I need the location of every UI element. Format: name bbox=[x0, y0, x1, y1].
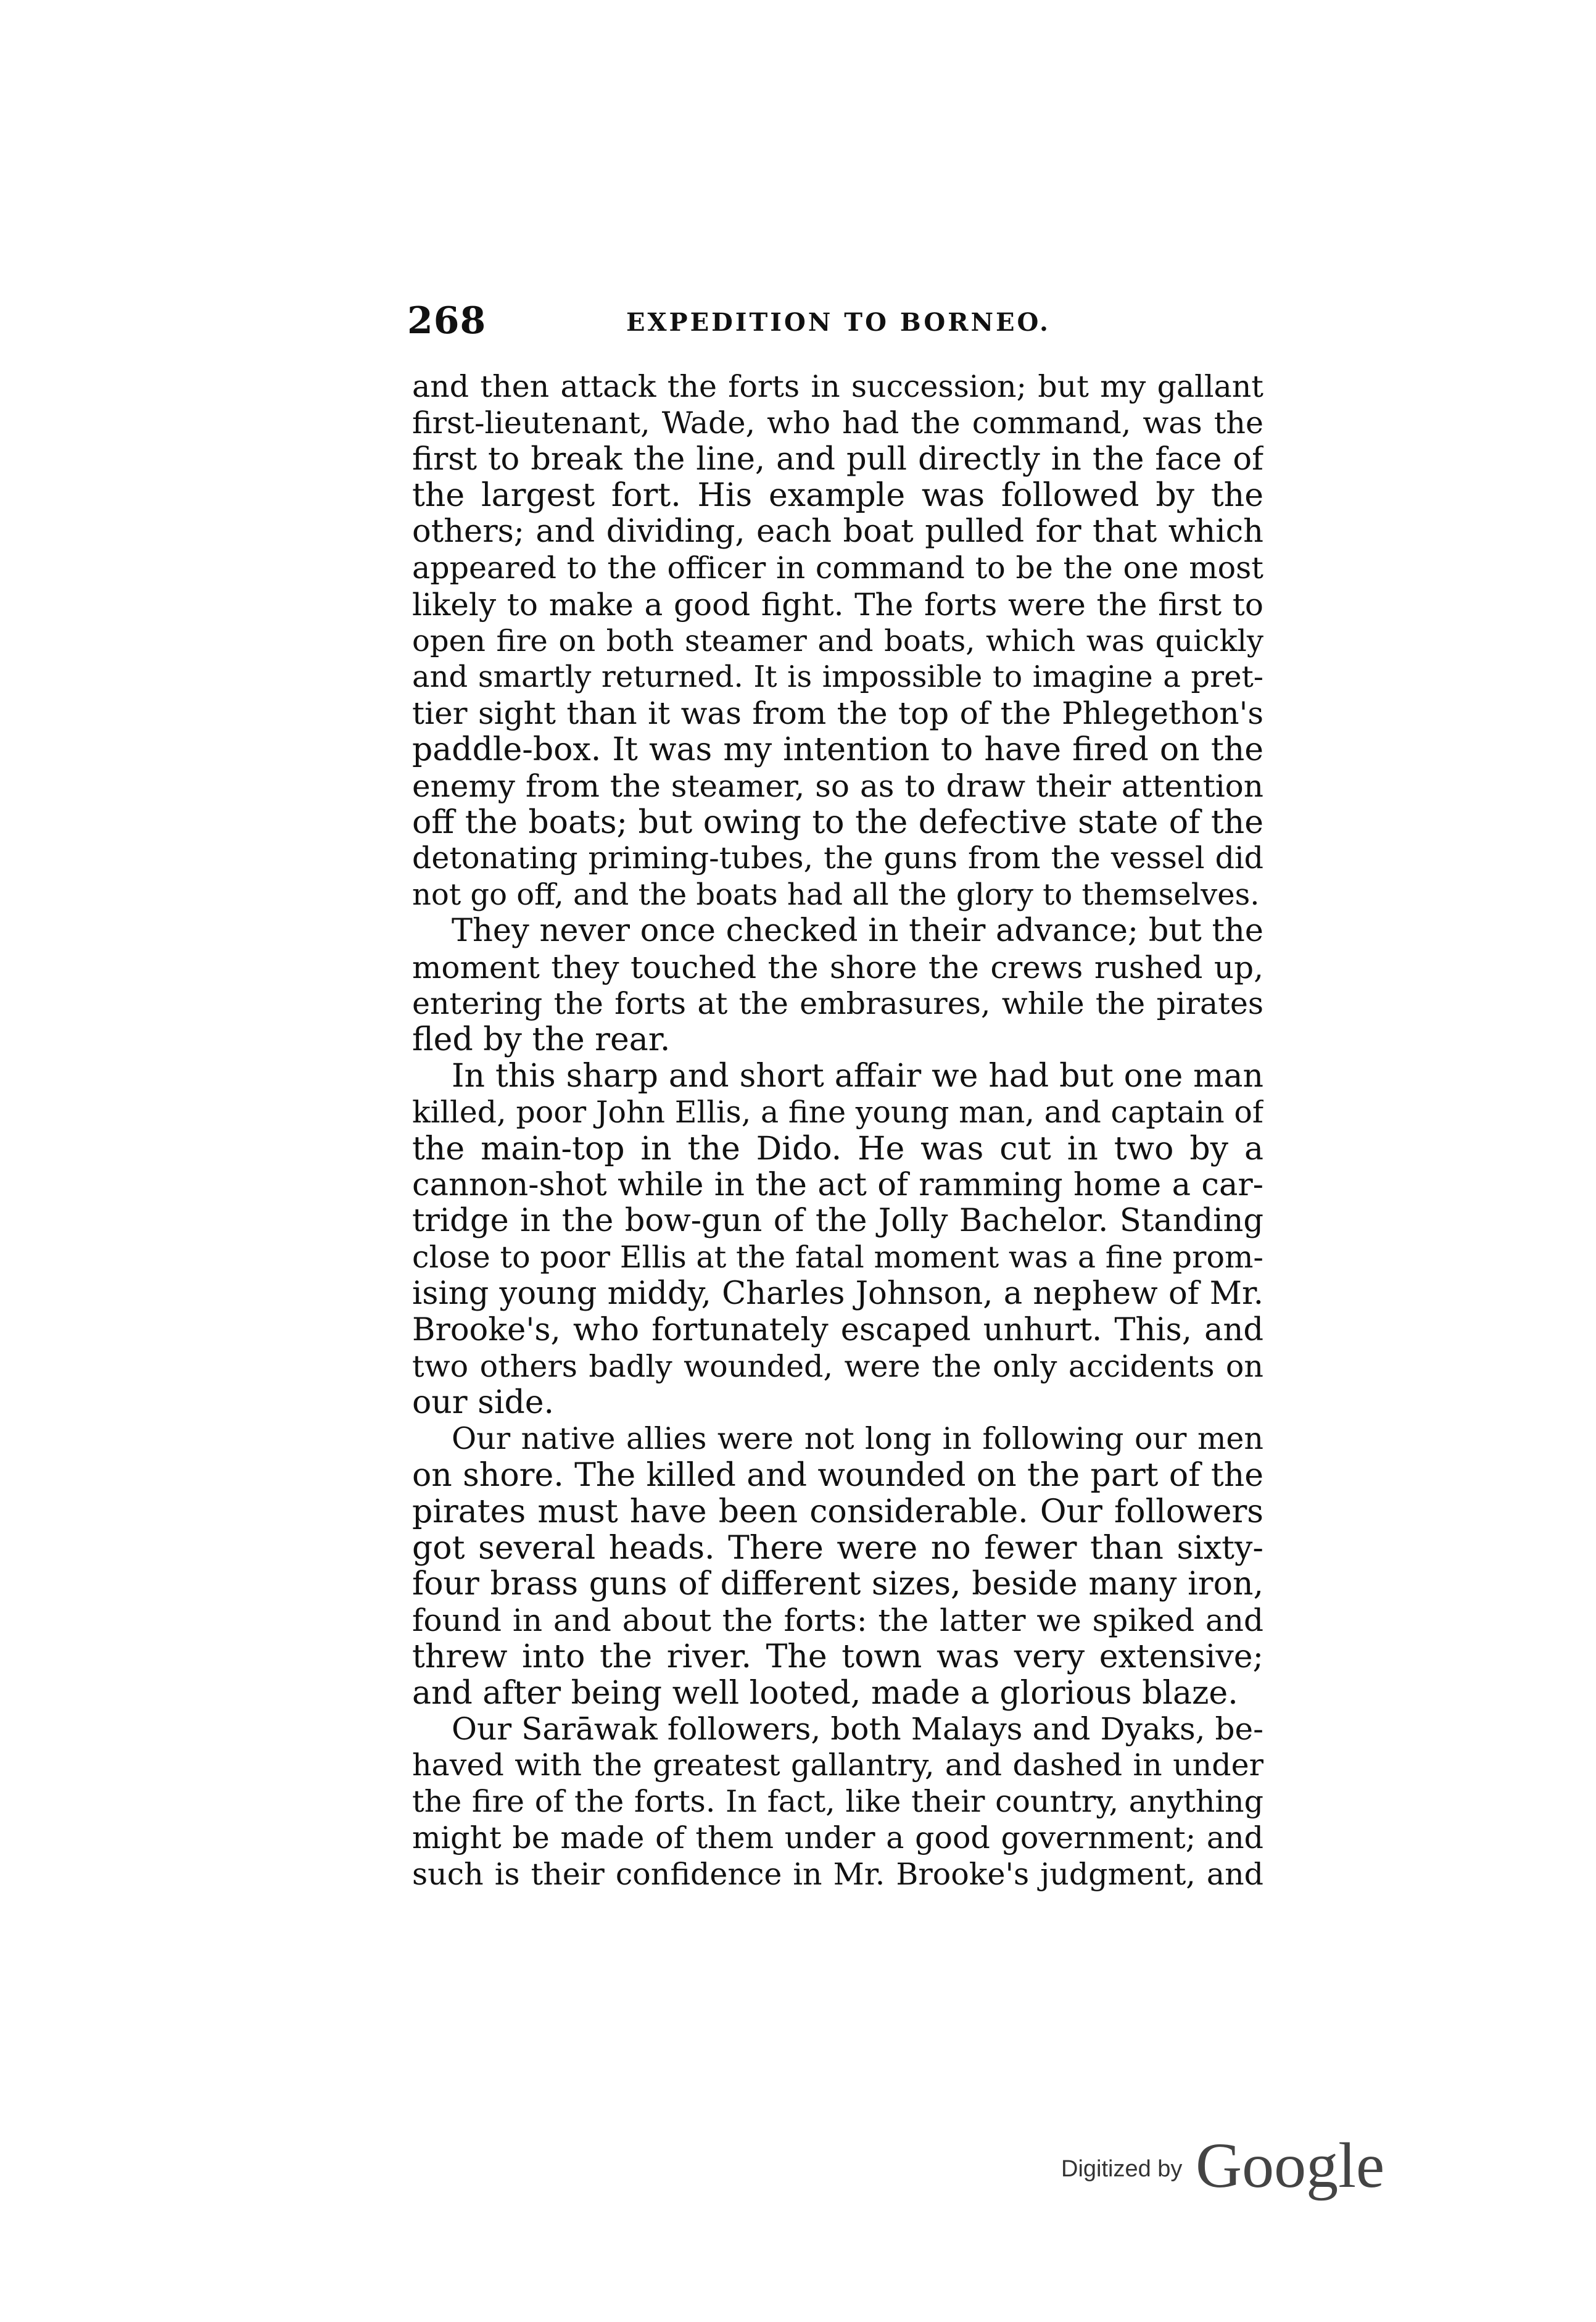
text-line: In this sharp and short affair we had but one man bbox=[452, 1058, 1263, 1095]
text-line: two others badly wounded, were the only accidents on bbox=[412, 1348, 1263, 1384]
text-line: our side. bbox=[412, 1385, 555, 1422]
text-line: got several heads. There were no fewer than sixty- bbox=[412, 1530, 1263, 1567]
text-line: on shore. The killed and wounded on the part of the bbox=[412, 1457, 1263, 1494]
text-line: such is their confidence in Mr. Brooke's judgment, and bbox=[412, 1856, 1263, 1892]
body-text bbox=[412, 369, 1263, 1893]
text-line: and after being well looted, made a glorious blaze. bbox=[412, 1675, 1238, 1712]
text-line: might be made of them under a good government; and bbox=[412, 1820, 1263, 1856]
text-line: first to break the line, and pull directly in the face of bbox=[412, 441, 1263, 478]
text-line: pirates must have been considerable. Our followers bbox=[412, 1493, 1263, 1530]
text-line: cannon-shot while in the act of ramming home a car- bbox=[412, 1167, 1263, 1203]
text-line: entering the forts at the embrasures, while the pirates bbox=[412, 985, 1263, 1021]
text-line: likely to make a good fight. The forts were the first to bbox=[412, 586, 1263, 623]
text-line: and then attack the forts in succession; but my gallant bbox=[412, 369, 1263, 404]
text-line: tridge in the bow-gun of the Jolly Bachelor. Standing bbox=[412, 1203, 1263, 1240]
text-line: haved with the greatest gallantry, and dashed in under bbox=[412, 1748, 1263, 1783]
text-line: enemy from the steamer, so as to draw their attention bbox=[412, 768, 1263, 804]
text-line: They never once checked in their advance; but the bbox=[452, 913, 1263, 949]
text-line: off the boats; but owing to the defective state of the bbox=[412, 804, 1263, 841]
text-line: others; and dividing, each boat pulled for that which bbox=[412, 514, 1263, 550]
text-line: moment they touched the shore the crews rushed up, bbox=[412, 949, 1263, 985]
running-head: EXPEDITION TO BORNEO. bbox=[626, 308, 1051, 337]
text-line: Brooke's, who fortunately escaped unhurt. This, and bbox=[412, 1312, 1263, 1348]
text-line: first-lieutenant, Wade, who had the command, was the bbox=[412, 405, 1263, 441]
text-line: the largest fort. His example was followed by the bbox=[412, 478, 1263, 515]
text-line: close to poor Ellis at the fatal moment was a fine prom- bbox=[412, 1240, 1263, 1275]
page-number: 268 bbox=[407, 299, 487, 342]
page-header bbox=[407, 299, 1271, 342]
google-logo: Google bbox=[1196, 2130, 1385, 2201]
text-line: tier sight than it was from the top of the Phlegethon's bbox=[412, 695, 1263, 732]
text-line: threw into the river. The town was very extensive; bbox=[412, 1638, 1263, 1675]
text-line: Our native allies were not long in following our men bbox=[452, 1421, 1263, 1457]
text-line: fled by the rear. bbox=[412, 1022, 671, 1059]
text-line: found in and about the forts: the latter we spiked and bbox=[412, 1603, 1263, 1639]
text-line: and smartly returned. It is impossible to imagine a pret- bbox=[412, 660, 1263, 695]
text-line: detonating priming-tubes, the guns from the vessel did bbox=[412, 840, 1263, 876]
text-line: appeared to the officer in command to be the one most bbox=[412, 550, 1263, 586]
text-line: killed, poor John Ellis, a fine young man, and captain of bbox=[412, 1094, 1263, 1130]
text-line: open fire on both steamer and boats, which was quickly bbox=[412, 623, 1263, 658]
text-line: not go off, and the boats had all the glory to themselves. bbox=[412, 877, 1260, 913]
text-line: four brass guns of different sizes, beside many iron, bbox=[412, 1566, 1263, 1603]
text-line: the main-top in the Dido. He was cut in two by a bbox=[412, 1130, 1263, 1167]
text-line: ising young middy, Charles Johnson, a nephew of Mr. bbox=[412, 1275, 1263, 1312]
text-line: the fire of the forts. In fact, like their country, anything bbox=[412, 1784, 1263, 1820]
text-line: paddle-box. It was my intention to have fired on the bbox=[412, 731, 1263, 768]
digitized-by-label: Digitized by bbox=[1061, 2156, 1183, 2182]
digitized-by-watermark bbox=[1061, 2129, 1407, 2203]
text-line: Our Sarāwak followers, both Malays and Dyaks, be- bbox=[452, 1711, 1263, 1748]
